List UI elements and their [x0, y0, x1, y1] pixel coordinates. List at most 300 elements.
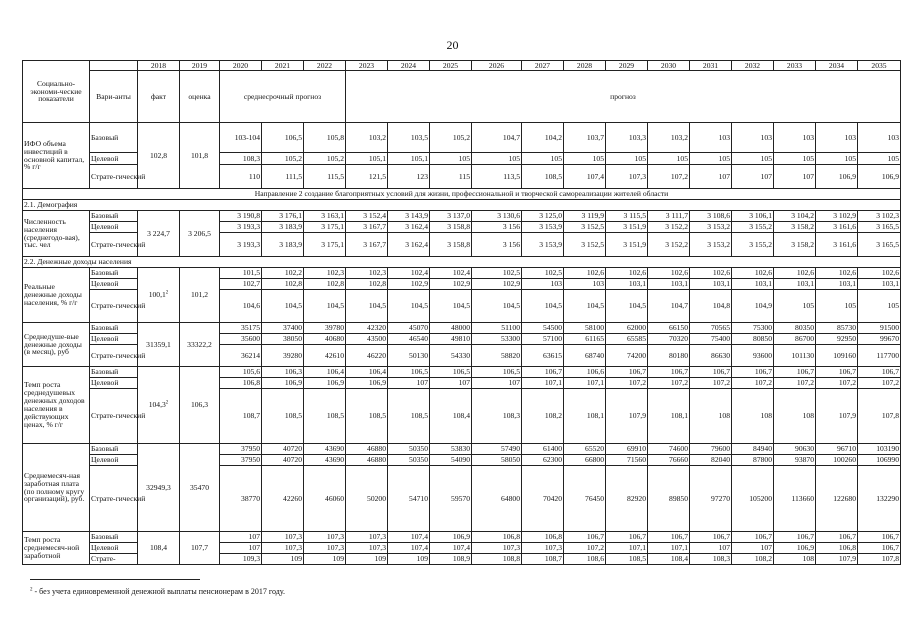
variant-label: Базовый	[90, 268, 138, 279]
value-cell: 3 125,0	[522, 211, 564, 222]
value-cell: 38050	[262, 334, 304, 345]
estimate-value: 107,7	[180, 532, 220, 565]
value-cell: 3 156	[472, 222, 522, 233]
section-row	[23, 200, 901, 211]
header-variants: Вари-анты	[90, 71, 138, 123]
value-cell: 103	[564, 279, 606, 290]
value-cell: 108	[690, 389, 732, 444]
header-year-2021: 2021	[262, 61, 304, 71]
value-cell: 86700	[774, 334, 816, 345]
variant-label: Базовый	[90, 211, 138, 222]
value-cell: 70320	[648, 334, 690, 345]
value-cell: 107,1	[606, 543, 648, 554]
value-cell: 106,7	[858, 367, 901, 378]
value-cell: 93870	[774, 455, 816, 466]
value-cell: 105	[816, 290, 858, 323]
value-cell: 105	[858, 290, 901, 323]
footnote	[30, 587, 285, 596]
value-cell: 103,1	[690, 279, 732, 290]
value-cell: 106,9	[304, 378, 346, 389]
value-cell: 102,6	[564, 268, 606, 279]
value-cell: 3 153,2	[690, 233, 732, 257]
direction-heading: Направление 2 создание благоприятных условий для жизни, профессиональной и творческой самореализации жителей области	[23, 189, 901, 200]
value-cell: 74200	[606, 345, 648, 367]
value-cell: 108,5	[606, 554, 648, 565]
value-cell: 75300	[732, 323, 774, 334]
value-cell: 3 162,4	[388, 222, 430, 233]
value-cell: 106,7	[522, 367, 564, 378]
variant-label: Целевой	[90, 543, 138, 554]
value-cell: 58050	[472, 455, 522, 466]
header-forecast: прогноз	[346, 71, 901, 123]
value-cell: 76450	[564, 466, 606, 532]
header-year-2025: 2025	[430, 61, 472, 71]
value-cell: 102,6	[774, 268, 816, 279]
value-cell: 107,1	[522, 378, 564, 389]
value-cell: 108,5	[522, 165, 564, 189]
value-cell: 102,6	[816, 268, 858, 279]
value-cell: 108,2	[732, 554, 774, 565]
header-year-2035: 2035	[858, 61, 901, 71]
value-cell: 102,9	[388, 279, 430, 290]
value-cell: 113660	[774, 466, 816, 532]
value-cell: 104,5	[346, 290, 388, 323]
value-cell: 87800	[732, 455, 774, 466]
value-cell: 106,7	[648, 367, 690, 378]
value-cell: 107,4	[430, 543, 472, 554]
value-cell: 3 193,3	[220, 233, 262, 257]
value-cell: 103,1	[774, 279, 816, 290]
value-cell: 46540	[388, 334, 430, 345]
value-cell: 103,5	[388, 123, 430, 153]
header-year-2023: 2023	[346, 61, 388, 71]
variant-label: Целевой	[90, 334, 138, 345]
value-cell: 3 162,4	[388, 233, 430, 257]
fact-number: 31359,1	[146, 339, 171, 349]
fact-value	[138, 323, 180, 367]
value-cell: 3 165,5	[858, 233, 901, 257]
value-cell: 102,8	[262, 279, 304, 290]
value-cell: 107,2	[732, 378, 774, 389]
value-cell: 105	[774, 290, 816, 323]
value-cell: 102,4	[388, 268, 430, 279]
value-cell: 108,7	[522, 554, 564, 565]
value-cell: 89850	[648, 466, 690, 532]
forecast-table	[22, 60, 901, 565]
value-cell: 103	[858, 123, 901, 153]
value-cell: 3 104,2	[774, 211, 816, 222]
value-cell: 108,5	[304, 389, 346, 444]
value-cell: 3 153,2	[690, 222, 732, 233]
value-cell: 115,5	[304, 165, 346, 189]
value-cell: 106,9	[858, 165, 901, 189]
value-cell: 106,7	[732, 367, 774, 378]
value-cell: 102,5	[522, 268, 564, 279]
value-cell: 3 152,5	[564, 233, 606, 257]
value-cell: 106,8	[816, 543, 858, 554]
value-cell: 106,7	[816, 532, 858, 543]
value-cell: 105	[522, 153, 564, 165]
header-medium-term: среднесрочный прогноз	[220, 71, 346, 123]
header-year-2024: 2024	[388, 61, 430, 71]
fact-value	[138, 532, 180, 565]
table-row	[23, 123, 901, 153]
value-cell: 106,7	[648, 532, 690, 543]
value-cell: 107,9	[816, 554, 858, 565]
value-cell: 107,3	[472, 543, 522, 554]
variant-label: Базовый	[90, 532, 138, 543]
footnote-divider	[30, 579, 200, 580]
value-cell: 96710	[816, 444, 858, 455]
value-cell: 102,6	[648, 268, 690, 279]
value-cell: 104,5	[388, 290, 430, 323]
value-cell: 105	[648, 153, 690, 165]
header-year-2030: 2030	[648, 61, 690, 71]
value-cell: 3 151,9	[606, 233, 648, 257]
value-cell: 104,5	[262, 290, 304, 323]
value-cell: 107,3	[606, 165, 648, 189]
variant-label: Страте-гический	[90, 345, 138, 367]
value-cell: 103,1	[858, 279, 901, 290]
header-year-2019: 2019	[180, 61, 220, 71]
value-cell: 3 193,3	[220, 222, 262, 233]
value-cell: 102,6	[732, 268, 774, 279]
value-cell: 103190	[858, 444, 901, 455]
value-cell: 101,5	[220, 268, 262, 279]
value-cell: 54090	[430, 455, 472, 466]
variant-label: Страте-гический	[90, 389, 138, 444]
value-cell: 42260	[262, 466, 304, 532]
value-cell: 53830	[430, 444, 472, 455]
value-cell: 38770	[220, 466, 262, 532]
value-cell: 86630	[690, 345, 732, 367]
value-cell: 108,3	[690, 554, 732, 565]
value-cell: 3 158,2	[774, 233, 816, 257]
value-cell: 108,5	[262, 389, 304, 444]
table-row	[23, 211, 901, 222]
value-cell: 58820	[472, 345, 522, 367]
value-cell: 106,9	[430, 532, 472, 543]
value-cell: 102,3	[304, 268, 346, 279]
value-cell: 107,2	[690, 378, 732, 389]
estimate-value: 35470	[180, 444, 220, 532]
fact-number: 3 224,7	[147, 228, 170, 238]
value-cell: 48000	[430, 323, 472, 334]
section-row	[23, 257, 901, 268]
indicator-label: Реальные денежные доходы населения, % г/г	[23, 268, 90, 323]
value-cell: 104,5	[430, 290, 472, 323]
value-cell: 3 130,6	[472, 211, 522, 222]
value-cell: 103	[774, 123, 816, 153]
value-cell: 105	[472, 153, 522, 165]
value-cell: 35175	[220, 323, 262, 334]
value-cell: 80180	[648, 345, 690, 367]
value-cell: 102,5	[472, 268, 522, 279]
value-cell: 121,5	[346, 165, 388, 189]
value-cell: 46880	[346, 455, 388, 466]
header-year-2031: 2031	[690, 61, 732, 71]
value-cell: 43690	[304, 455, 346, 466]
value-cell: 105	[774, 153, 816, 165]
value-cell: 3 106,1	[732, 211, 774, 222]
value-cell: 108,3	[472, 389, 522, 444]
value-cell: 106,7	[732, 532, 774, 543]
value-cell: 109	[388, 554, 430, 565]
table-row	[23, 532, 901, 543]
value-cell: 66150	[648, 323, 690, 334]
value-cell: 106,8	[522, 532, 564, 543]
value-cell: 109	[262, 554, 304, 565]
value-cell: 36214	[220, 345, 262, 367]
value-cell: 107	[472, 378, 522, 389]
value-cell: 106,7	[816, 367, 858, 378]
value-cell: 123	[388, 165, 430, 189]
value-cell: 108,9	[430, 554, 472, 565]
value-cell: 105,2	[262, 153, 304, 165]
value-cell: 108,2	[522, 389, 564, 444]
value-cell: 3 163,1	[304, 211, 346, 222]
value-cell: 105,2	[430, 123, 472, 153]
value-cell: 3 153,9	[522, 233, 564, 257]
value-cell: 102,2	[262, 268, 304, 279]
value-cell: 54330	[430, 345, 472, 367]
value-cell: 82040	[690, 455, 732, 466]
value-cell: 107	[388, 378, 430, 389]
value-cell: 64800	[472, 466, 522, 532]
value-cell: 106,9	[346, 378, 388, 389]
value-cell: 115	[430, 165, 472, 189]
value-cell: 3 183,9	[262, 222, 304, 233]
value-cell: 107	[732, 543, 774, 554]
value-cell: 102,7	[220, 279, 262, 290]
value-cell: 117700	[858, 345, 901, 367]
footnote-ref: 2	[165, 290, 169, 296]
value-cell: 102,3	[346, 268, 388, 279]
estimate-value: 101,2	[180, 268, 220, 323]
value-cell: 106,9	[774, 543, 816, 554]
value-cell: 106,5	[388, 367, 430, 378]
value-cell: 40720	[262, 455, 304, 466]
value-cell: 43690	[304, 444, 346, 455]
value-cell: 62300	[522, 455, 564, 466]
fact-number: 108,4	[149, 543, 168, 553]
value-cell: 107,8	[858, 389, 901, 444]
value-cell: 102,6	[606, 268, 648, 279]
value-cell: 49810	[430, 334, 472, 345]
value-cell: 104,9	[732, 290, 774, 323]
value-cell: 102,8	[304, 279, 346, 290]
header-estimate: оценка	[180, 71, 220, 123]
header-year-2027: 2027	[522, 61, 564, 71]
value-cell: 107,4	[564, 165, 606, 189]
value-cell: 3 119,9	[564, 211, 606, 222]
value-cell: 50200	[346, 466, 388, 532]
value-cell: 108,4	[648, 554, 690, 565]
value-cell: 3 102,9	[816, 211, 858, 222]
value-cell: 109	[304, 554, 346, 565]
value-cell: 37950	[220, 455, 262, 466]
variant-label: Целевой	[90, 378, 138, 389]
fact-value	[138, 444, 180, 532]
header-year-2022: 2022	[304, 61, 346, 71]
value-cell: 132290	[858, 466, 901, 532]
value-cell: 107,1	[564, 378, 606, 389]
value-cell: 107,2	[648, 378, 690, 389]
value-cell: 74600	[648, 444, 690, 455]
section-heading: 2.2. Денежные доходы населения	[23, 257, 901, 268]
value-cell: 42320	[346, 323, 388, 334]
value-cell: 106,8	[472, 532, 522, 543]
estimate-value: 3 206,5	[180, 211, 220, 257]
value-cell: 106,7	[858, 543, 901, 554]
value-cell: 106,5	[262, 123, 304, 153]
value-cell: 106,4	[346, 367, 388, 378]
value-cell: 103-104	[220, 123, 262, 153]
table-row	[23, 367, 901, 378]
value-cell: 107	[430, 378, 472, 389]
value-cell: 3 190,8	[220, 211, 262, 222]
value-cell: 107,3	[304, 543, 346, 554]
value-cell: 109160	[816, 345, 858, 367]
value-cell: 108,6	[564, 554, 606, 565]
value-cell: 37950	[220, 444, 262, 455]
value-cell: 106990	[858, 455, 901, 466]
value-cell: 105	[816, 153, 858, 165]
header-year-2026: 2026	[472, 61, 522, 71]
header-year-2018: 2018	[138, 61, 180, 71]
estimate-value: 106,3	[180, 367, 220, 444]
value-cell: 110	[220, 165, 262, 189]
value-cell: 105,1	[388, 153, 430, 165]
variant-label: Целевой	[90, 222, 138, 233]
value-cell: 107,8	[858, 554, 901, 565]
value-cell: 105,1	[346, 153, 388, 165]
value-cell: 105,6	[220, 367, 262, 378]
value-cell: 90630	[774, 444, 816, 455]
header-year-2020: 2020	[220, 61, 262, 71]
value-cell: 108,7	[220, 389, 262, 444]
value-cell: 107,3	[346, 532, 388, 543]
value-cell: 3 161,6	[816, 222, 858, 233]
value-cell: 3 165,5	[858, 222, 901, 233]
value-cell: 107,9	[606, 389, 648, 444]
value-cell: 103,2	[648, 123, 690, 153]
value-cell: 65520	[564, 444, 606, 455]
value-cell: 79600	[690, 444, 732, 455]
value-cell: 54710	[388, 466, 430, 532]
value-cell: 102,6	[858, 268, 901, 279]
value-cell: 53300	[472, 334, 522, 345]
value-cell: 107	[220, 543, 262, 554]
value-cell: 3 183,9	[262, 233, 304, 257]
value-cell: 106,5	[472, 367, 522, 378]
value-cell: 3 152,2	[648, 222, 690, 233]
fact-value	[138, 268, 180, 323]
value-cell: 106,4	[304, 367, 346, 378]
value-cell: 107,1	[648, 543, 690, 554]
value-cell: 46060	[304, 466, 346, 532]
value-cell: 35600	[220, 334, 262, 345]
value-cell: 3 175,1	[304, 222, 346, 233]
value-cell: 106,8	[220, 378, 262, 389]
value-cell: 107,3	[346, 543, 388, 554]
value-cell: 106,7	[690, 532, 732, 543]
value-cell: 37400	[262, 323, 304, 334]
value-cell: 108	[774, 389, 816, 444]
value-cell: 103,2	[346, 123, 388, 153]
value-cell: 109	[346, 554, 388, 565]
value-cell: 106,9	[816, 165, 858, 189]
page-number: 20	[446, 38, 459, 52]
value-cell: 103,1	[816, 279, 858, 290]
value-cell: 92950	[816, 334, 858, 345]
value-cell: 3 108,6	[690, 211, 732, 222]
value-cell: 61400	[522, 444, 564, 455]
value-cell: 108,4	[430, 389, 472, 444]
table-row	[23, 444, 901, 455]
value-cell: 108	[774, 554, 816, 565]
header-year-2028: 2028	[564, 61, 606, 71]
value-cell: 104,5	[606, 290, 648, 323]
value-cell: 108,3	[220, 153, 262, 165]
header-variants-top	[90, 61, 138, 71]
value-cell: 105	[732, 153, 774, 165]
value-cell: 3 155,2	[732, 222, 774, 233]
value-cell: 107,4	[388, 532, 430, 543]
value-cell: 106,7	[564, 532, 606, 543]
value-cell: 103	[732, 123, 774, 153]
footnote-ref: 2	[165, 400, 169, 406]
footnote-text: - без учета единовременной денежной выплаты пенсионерам в 2017 году.	[32, 587, 285, 596]
value-cell: 3 156	[472, 233, 522, 257]
value-cell: 107	[690, 543, 732, 554]
value-cell: 103	[522, 279, 564, 290]
value-cell: 3 161,6	[816, 233, 858, 257]
value-cell: 104,7	[648, 290, 690, 323]
value-cell: 106,7	[774, 367, 816, 378]
variant-label: Базовый	[90, 123, 138, 153]
value-cell: 3 175,1	[304, 233, 346, 257]
value-cell: 97270	[690, 466, 732, 532]
fact-number: 32949,3	[146, 482, 171, 492]
value-cell: 3 167,7	[346, 222, 388, 233]
value-cell: 107	[690, 165, 732, 189]
value-cell: 107	[732, 165, 774, 189]
value-cell: 57490	[472, 444, 522, 455]
value-cell: 3 158,2	[774, 222, 816, 233]
value-cell: 75400	[690, 334, 732, 345]
value-cell: 39280	[262, 345, 304, 367]
value-cell: 61165	[564, 334, 606, 345]
variant-label: Страте-гический	[90, 233, 138, 257]
value-cell: 102,9	[472, 279, 522, 290]
value-cell: 45070	[388, 323, 430, 334]
value-cell: 3 152,5	[564, 222, 606, 233]
value-cell: 62000	[606, 323, 648, 334]
value-cell: 102,8	[346, 279, 388, 290]
value-cell: 3 111,7	[648, 211, 690, 222]
indicator-label: Темп роста среднемесяч-ной заработной	[23, 532, 90, 565]
value-cell: 108,5	[388, 389, 430, 444]
value-cell: 106,6	[564, 367, 606, 378]
value-cell: 3 115,5	[606, 211, 648, 222]
value-cell: 105,2	[304, 153, 346, 165]
value-cell: 106,7	[606, 367, 648, 378]
footnote-mark: 2	[30, 587, 33, 593]
value-cell: 40720	[262, 444, 304, 455]
variant-label: Целевой	[90, 153, 138, 165]
table-row	[23, 323, 901, 334]
